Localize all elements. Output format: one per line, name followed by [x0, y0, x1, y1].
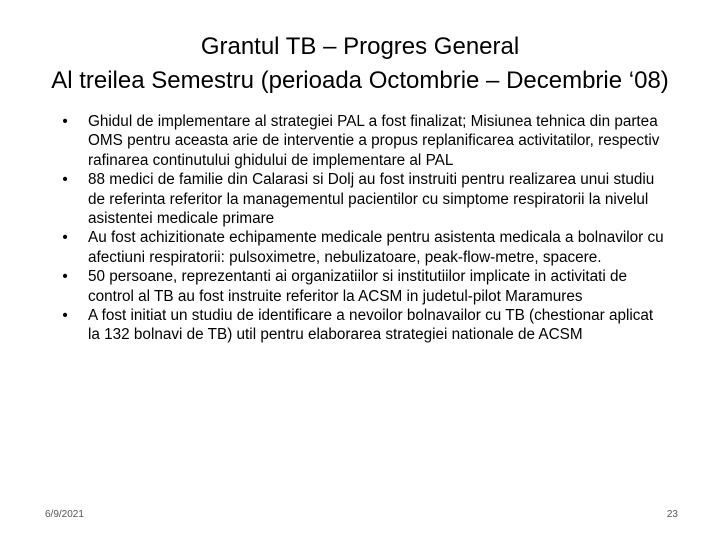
title-line-1: Grantul TB – Progres General	[200, 33, 520, 60]
bullet-text: 88 medici de familie din Calarasi si Dolj au fost instruiti pentru realizarea unui studiu de referinta referitor la managementul pacientilor cu simptome respiratorii la nivelul asistentei medicale primare	[88, 171, 655, 228]
bullet-text: A fost initiat un studiu de identificare a nevoilor bolnavailor cu TB (chestionar aplicat la 132 bolnavi de TB) util pentru elaborarea strategiei nationale de ACSM	[88, 307, 654, 344]
bullet-icon: •	[62, 229, 68, 247]
bullet-text: Au fost achizitionate echipamente medicale pentru asistenta medicala a bolnavilor cu afectiuni respiratorii: pulsoximetre, nebulizatoare, peak-flow-metre, spacere.	[88, 229, 664, 266]
bullet-icon: •	[62, 171, 68, 189]
bullet-item	[58, 112, 668, 170]
bullet-list	[58, 112, 668, 345]
page-number: 23	[666, 509, 678, 520]
bullet-item	[58, 228, 668, 267]
bullet-icon: •	[62, 268, 68, 286]
bullet-icon: •	[62, 307, 68, 325]
footer-date: 6/9/2021	[45, 509, 84, 520]
bullet-item	[58, 267, 668, 306]
bullet-text: Ghidul de implementare al strategiei PAL a fost finalizat; Misiunea tehnica din partea OMS pentru aceasta arie de interventie a propus replanificarea activitatilor, respectiv rafinarea continutului ghidului de implementare al PAL	[88, 113, 660, 169]
bullet-item	[58, 306, 668, 345]
slide-title	[0, 30, 720, 98]
bullet-icon: •	[62, 113, 68, 130]
bullet-text: 50 persoane, reprezentanti ai organizatiilor si institutiilor implicate in activitati de control al TB au fost instruite referitor la ACSM in judetul-pilot Maramures	[88, 268, 628, 305]
title-line-2: Al treilea Semestru (perioada Octombrie – Decembrie ‘08)	[51, 67, 669, 94]
bullet-item	[58, 170, 668, 228]
